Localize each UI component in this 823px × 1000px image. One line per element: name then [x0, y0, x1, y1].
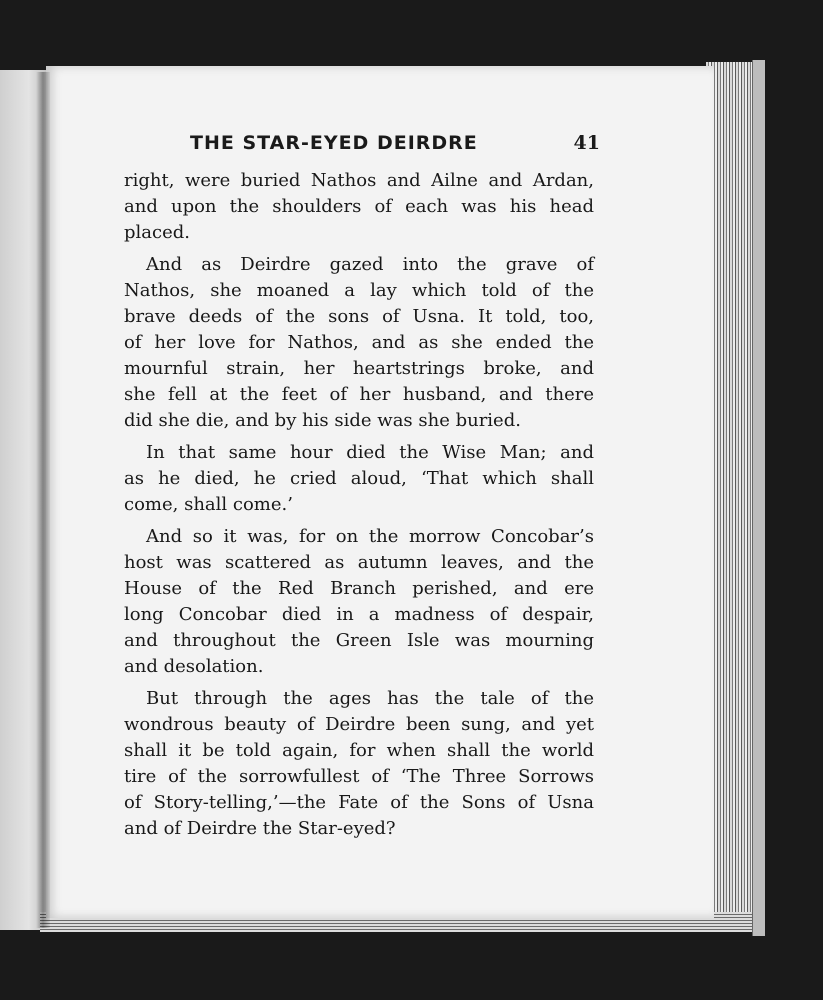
paragraph	[124, 440, 594, 518]
text-line: come, shall come.’	[124, 494, 293, 515]
text-line: and throughout the Green Isle was mourning	[124, 630, 594, 651]
text-line: tire of the sorrowfullest of ‘The Three Sorrows	[124, 766, 594, 787]
text-line: And as Deirdre gazed into the grave of	[146, 254, 594, 275]
text-line: But through the ages has the tale of the	[146, 688, 594, 709]
text-line: and of Deirdre the Star-eyed?	[124, 818, 396, 839]
text-line: and upon the shoulders of each was his head	[124, 196, 594, 217]
text-line: brave deeds of the sons of Usna. It told, too,	[124, 306, 594, 327]
running-head	[190, 132, 600, 154]
text-line: did she die, and by his side was she buried.	[124, 410, 521, 431]
text-line: shall it be told again, for when shall the world	[124, 740, 594, 761]
spine-shadow	[36, 72, 50, 928]
text-line: And so it was, for on the morrow Concobar’s	[146, 526, 594, 547]
paragraph	[124, 524, 594, 680]
text-line: mournful strain, her heartstrings broke, and	[124, 358, 594, 379]
text-line: of Story-telling,’—the Fate of the Sons of Usna	[124, 792, 594, 813]
text-line: right, were buried Nathos and Ailne and Ardan,	[124, 170, 594, 191]
text-line: and desolation.	[124, 656, 264, 677]
book-cover-edge	[752, 60, 765, 936]
running-title: THE STAR-EYED DEIRDRE	[190, 132, 478, 154]
text-line: House of the Red Branch perished, and ere	[124, 578, 594, 599]
paragraph	[124, 168, 594, 246]
text-line: long Concobar died in a madness of despair,	[124, 604, 594, 625]
page-number: 41	[573, 132, 600, 154]
text-line: host was scattered as autumn leaves, and the	[124, 552, 594, 573]
text-line: In that same hour died the Wise Man; and	[146, 442, 594, 463]
text-line: wondrous beauty of Deirdre been sung, and yet	[124, 714, 594, 735]
body-text	[124, 168, 594, 848]
paragraph	[124, 252, 594, 434]
text-line: of her love for Nathos, and as she ended the	[124, 332, 594, 353]
paragraph	[124, 686, 594, 842]
text-line: she fell at the feet of her husband, and there	[124, 384, 594, 405]
text-line: placed.	[124, 222, 190, 243]
text-line: as he died, he cried aloud, ‘That which shall	[124, 468, 594, 489]
text-line: Nathos, she moaned a lay which told of the	[124, 280, 594, 301]
